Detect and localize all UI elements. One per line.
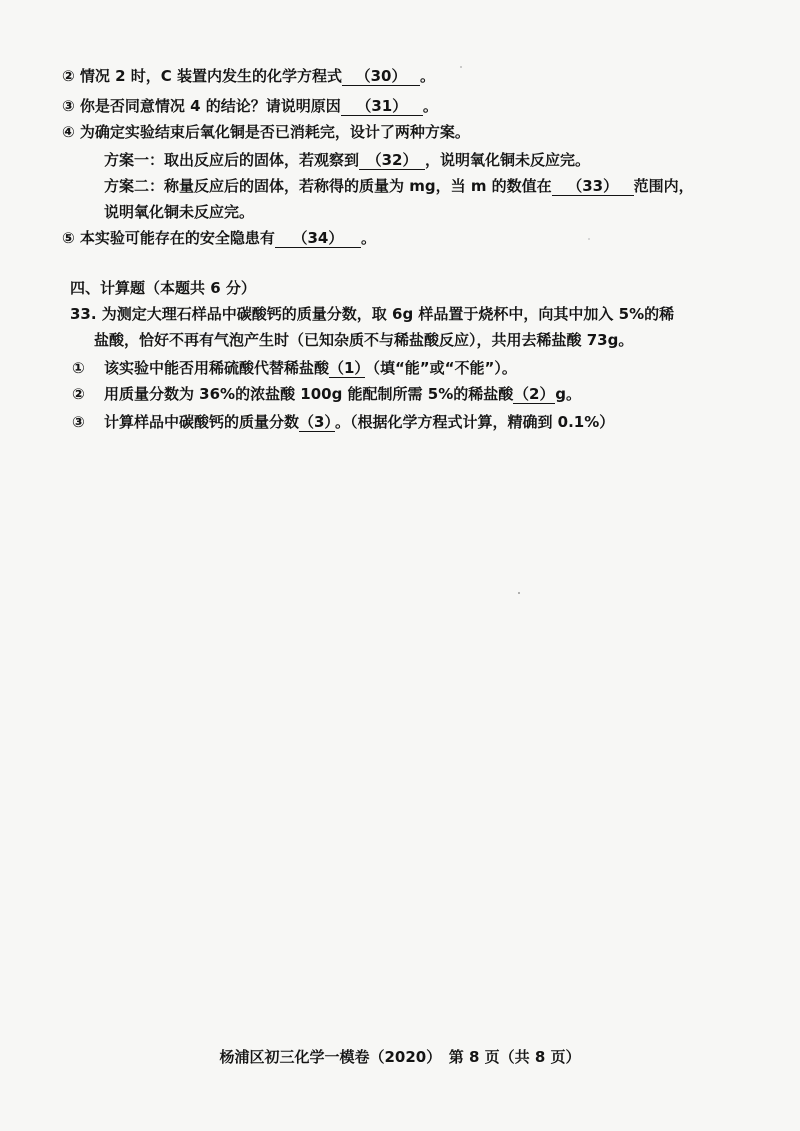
answer-blank-2: （2）	[514, 385, 555, 403]
sub-question-3: ③ 计算样品中碳酸钙的质量分数（3）。（根据化学方程式计算，精确到 0.1%）	[72, 413, 615, 431]
answer-blank-30: （30）	[342, 67, 420, 86]
sub-question-2: ② 用质量分数为 36%的浓盐酸 100g 能配制所需 5%的稀盐酸（2）g。	[72, 385, 581, 403]
scan-speck	[588, 238, 590, 240]
page-footer: 杨浦区初三化学一模卷（2020） 第 8 页（共 8 页）	[219, 1048, 581, 1066]
item-5: ⑤ 本实验可能存在的安全隐患有 （34） 。	[62, 229, 376, 247]
answer-blank-32: （32）	[359, 151, 425, 170]
scan-speck	[518, 592, 520, 594]
scan-speck	[460, 66, 462, 68]
section-4-heading: 四、计算题（本题共 6 分）	[70, 279, 256, 297]
question-33-line-1: 33. 为测定大理石样品中碳酸钙的质量分数，取 6g 样品置于烧杯中，向其中加入 5%的稀	[70, 305, 675, 323]
item-4: ④ 为确定实验结束后氧化铜是否已消耗完，设计了两种方案。	[62, 123, 470, 141]
answer-blank-34: （34）	[275, 229, 361, 248]
answer-blank-31: （31）	[341, 97, 423, 116]
plan-2-continuation: 说明氧化铜未反应完。	[104, 203, 255, 221]
answer-blank-3: （3）	[298, 413, 340, 431]
answer-blank-33: （33）	[552, 177, 634, 196]
item-2: ② 情况 2 时，C 装置内发生的化学方程式 （30） 。	[62, 67, 436, 85]
question-33-line-2: 盐酸，恰好不再有气泡产生时（已知杂质不与稀盐酸反应），共用去稀盐酸 73g。	[94, 331, 634, 349]
plan-1: 方案一：取出反应后的固体，若观察到 （32） ，说明氧化铜未反应完。	[104, 151, 591, 169]
sub-question-1: ① 该实验中能否用稀硫酸代替稀盐酸（1）（填“能”或“不能”）。	[72, 359, 517, 377]
item-3: ③ 你是否同意情况 4 的结论？请说明原因 （31） 。	[62, 97, 438, 115]
plan-2: 方案二：称量反应后的固体，若称得的质量为 mg，当 m 的数值在 （33） 范围内，	[104, 177, 694, 195]
answer-blank-1: （1）	[328, 359, 370, 377]
